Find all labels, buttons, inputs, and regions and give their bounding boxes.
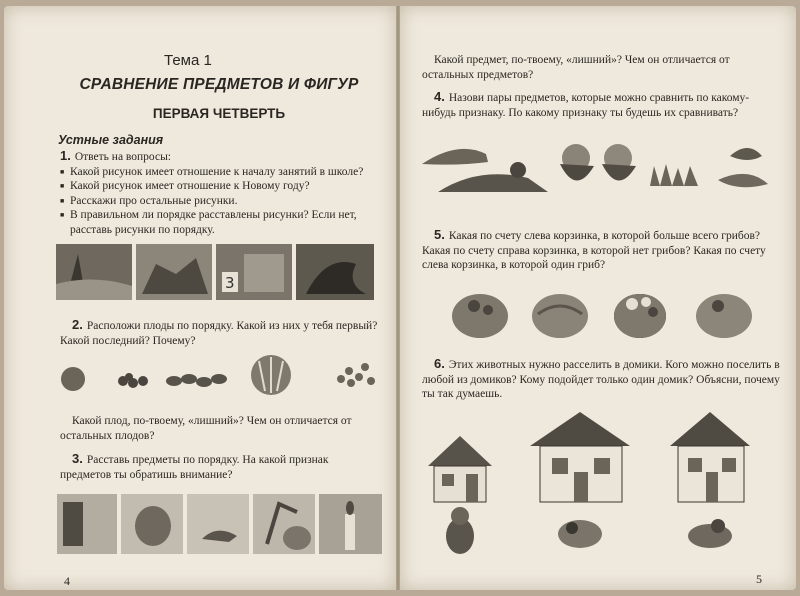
intro-question: Какой предмет, по-твоему, «лишний»? Чем он отличается от остальных предметов? [422, 54, 730, 81]
task-3 [60, 452, 378, 482]
page-number: 5 [756, 572, 762, 586]
list-item: ■ Какой рисунок имеет отношение к Новому году? [60, 179, 375, 194]
task-text: Назови пары предметов, которые можно сравнить по какому-нибудь признаку. По какому признаку ты будешь их сравнивать? [422, 92, 750, 119]
page-number: 4 [64, 574, 70, 588]
task-text: Какая по счету слева корзинка, в которой больше всего грибов? Какая по счету справа корзинка, в которой нет грибов? Какая по счету слева корзинка, в которой один гриб? [422, 230, 766, 271]
left-page [4, 6, 396, 590]
task-1 [60, 149, 375, 237]
pairs-illustration [418, 136, 788, 198]
task-number: 3. [72, 451, 83, 466]
task-number: 1. [60, 148, 71, 163]
page-title: СРАВНЕНИЕ ПРЕДМЕТОВ И ФИГУР [79, 76, 359, 93]
task-text: Расставь предметы по порядку. На какой признак предметов ты обратишь внимание? [60, 454, 329, 481]
fruits-illustration [59, 351, 389, 401]
right-page [400, 6, 796, 590]
task-text: Ответь на вопросы: [74, 151, 171, 163]
task-6 [422, 357, 780, 402]
task-number: 6. [434, 356, 445, 371]
list-item: ■ В правильном ли порядке расставлены рисунки? Если нет, расставь рисунки по порядку. [60, 208, 375, 237]
list-item: ■ Расскажи про остальные рисунки. [60, 194, 375, 209]
task-text: Этих животных нужно расселить в домики. Кого можно поселить в любой из домиков? Кому подойдет только один домик? Объясни, почему ты так думаешь. [422, 359, 780, 400]
task-4 [422, 90, 780, 120]
task-text: Расположи плоды по порядку. Какой из них у тебя первый? Какой последний? Почему? [60, 320, 378, 347]
topic-label: Тема 1 [164, 52, 212, 69]
task-5 [422, 228, 780, 273]
svg-text:3: 3 [225, 274, 235, 292]
baskets-illustration [448, 284, 768, 344]
houses-illustration [420, 406, 790, 566]
objects-illustration [57, 494, 382, 554]
seasons-illustration [56, 244, 374, 300]
question-list [60, 165, 375, 238]
task-number: 2. [72, 317, 83, 332]
section-heading: Устные задания [58, 133, 164, 147]
list-item: ■ Какой рисунок имеет отношение к началу занятий в школе? [60, 165, 375, 180]
task-number: 5. [434, 227, 445, 242]
task-2 [60, 318, 378, 348]
quarter-heading: ПЕРВАЯ ЧЕТВЕРТЬ [152, 106, 286, 121]
task-2-question: Какой плод, по-твоему, «лишний»? Чем он отличается от остальных плодов? [60, 415, 352, 442]
task-number: 4. [434, 89, 445, 104]
